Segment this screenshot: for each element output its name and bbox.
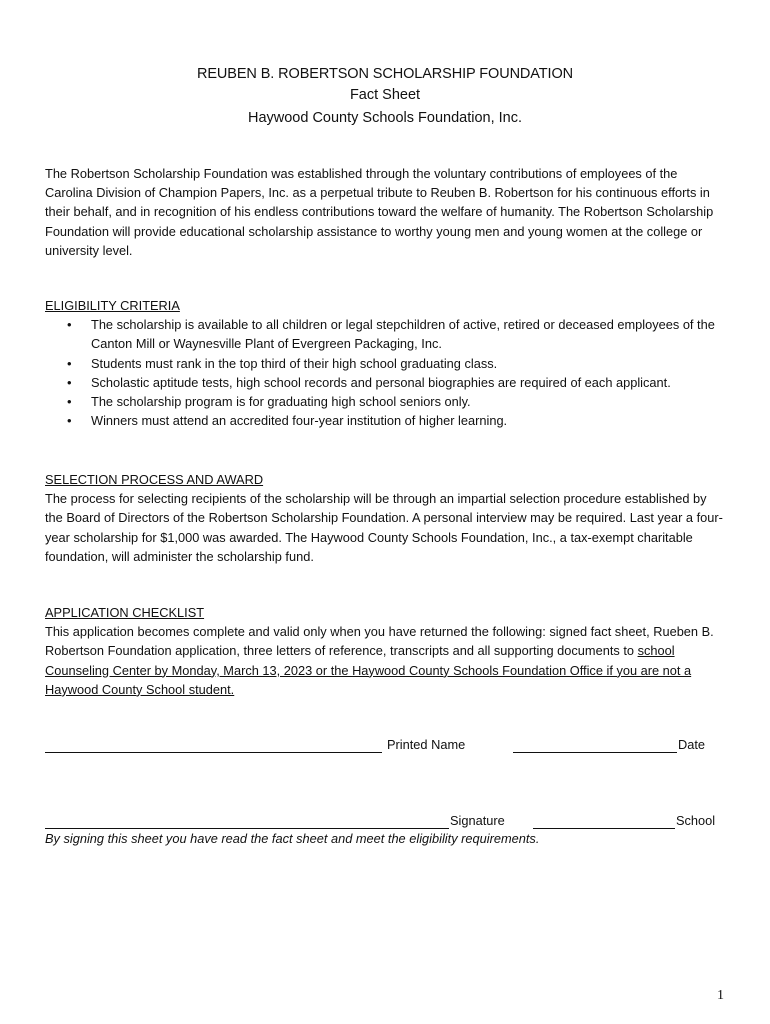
list-item: • The scholarship program is for graduating high school seniors only.	[45, 392, 725, 411]
signature-line[interactable]	[45, 828, 449, 829]
checklist-deadline-text: school Counseling Center by Monday, March 13, 2023 or the Haywood County Schools Foundation Office if you are not a Haywood County School student.	[45, 643, 692, 697]
selection-body: The process for selecting recipients of the scholarship will be through an impartial selection procedure established by the Board of Directors of the Robertson Scholarship Foundation. A personal interview may be required. Last year a four-year scholarship for $1,000 was awarded. The Haywood County Schools Foundation, Inc., a tax-exempt charitable foundation, will administer the scholarship fund.	[45, 491, 723, 564]
checklist-body	[45, 622, 725, 699]
checklist-title: APPLICATION CHECKLIST	[45, 605, 205, 620]
list-item: • Students must rank in the top third of their high school graduating class.	[45, 354, 725, 373]
printed-name-line[interactable]	[45, 752, 382, 753]
checklist-body-text: This application becomes complete and valid only when you have returned the following: signed fact sheet, Rueben B. Robertson Foundation application, three letters of reference, transcripts and all supporting documents to	[45, 624, 714, 659]
eligibility-list	[45, 315, 725, 430]
organization-name: Haywood County Schools Foundation, Inc.	[247, 110, 523, 126]
printed-name-label: Printed Name	[387, 737, 466, 752]
eligibility-section	[45, 296, 725, 430]
printed-name-date-row	[45, 737, 725, 757]
list-item: • The scholarship is available to all children or legal stepchildren of active, retired or deceased employees of the Canton Mill or Waynesville Plant of Evergreen Packaging, Inc.	[45, 315, 725, 353]
document-subtitle: Fact Sheet	[349, 87, 421, 103]
selection-title: SELECTION PROCESS AND AWARD	[45, 472, 264, 487]
school-line[interactable]	[533, 828, 675, 829]
date-line[interactable]	[513, 752, 677, 753]
intro-paragraph: The Robertson Scholarship Foundation was established through the voluntary contributions of employees of the Carolina Division of Champion Papers, Inc. as a perpetual tribute to Reuben B. Robertson for his continuous efforts in their behalf, and in recognition of his endless contributions toward the welfare of humanity. The Robertson Scholarship Foundation will provide educational scholarship assistance to worthy young men and young women at the college or university level.	[45, 166, 714, 258]
date-label: Date	[678, 737, 706, 752]
selection-section	[45, 470, 725, 566]
list-item: • Scholastic aptitude tests, high school records and personal biographies are required of each applicant.	[45, 373, 725, 392]
eligibility-title: ELIGIBILITY CRITERIA	[45, 298, 180, 313]
signature-school-row	[45, 813, 725, 833]
page-number: 1	[717, 988, 724, 1003]
signing-note: By signing this sheet you have read the fact sheet and meet the eligibility requirements.	[45, 831, 540, 846]
document-title: REUBEN B. ROBERTSON SCHOLARSHIP FOUNDATION	[196, 66, 574, 82]
signature-label: Signature	[450, 813, 505, 828]
checklist-section	[45, 603, 725, 699]
school-label: School	[676, 813, 716, 828]
list-item: • Winners must attend an accredited four-year institution of higher learning.	[45, 411, 725, 430]
document-header	[0, 64, 770, 130]
